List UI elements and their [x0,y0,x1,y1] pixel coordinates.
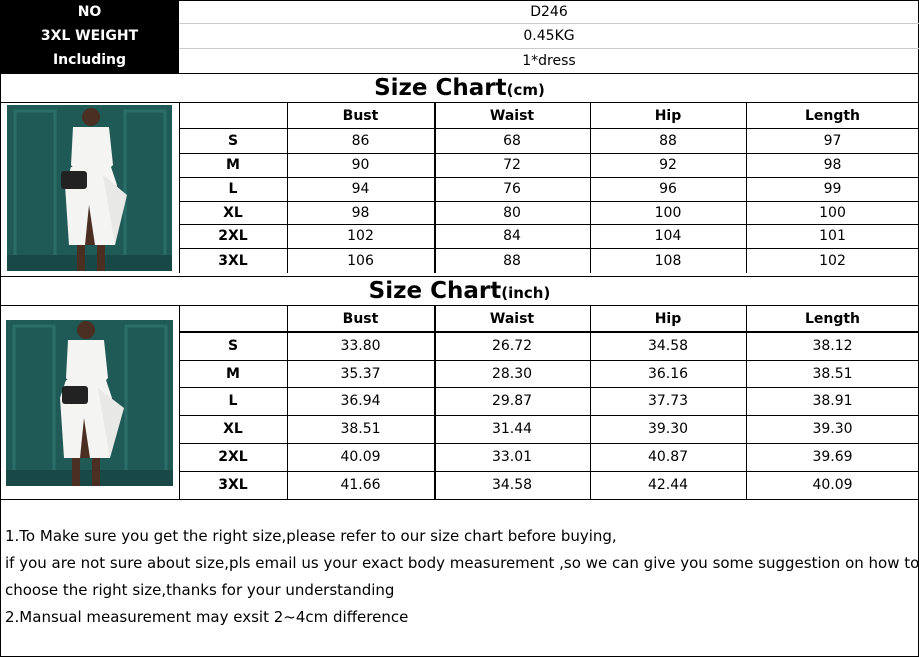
table-cell: 80 [503,204,521,221]
table-cell: 36.94 [340,393,381,409]
table-cell: 40.87 [647,449,689,465]
table-cell: 40.09 [340,449,381,465]
table-cell: 101 [819,228,846,244]
table-cell: 86 [351,132,370,149]
table-cell: 108 [654,252,682,269]
note-line-2: if you are not sure about size,pls email us your exact body measurement ,so we can give you some suggestion on how to [5,554,919,572]
table-cell: 92 [659,157,677,173]
dress-model-image [6,320,173,486]
table-cell: 29.87 [491,393,533,409]
size-label: S [227,338,239,354]
size-label: XL [223,421,243,437]
table-cell: 38.51 [340,421,381,437]
info-label-including: Including [0,48,179,73]
table-cell: 96 [659,181,677,197]
table-cell: 102 [819,252,846,269]
size-label: 2XL [218,228,248,244]
cm-chart-title [0,74,919,102]
cm-chart-title-text: Size Chart [374,75,507,101]
info-value-weight: 0.45KG [523,28,575,44]
dress-model-image [7,105,172,271]
table-cell: 37.73 [647,393,689,409]
inch-chart-unit: (inch) [501,284,551,302]
table-cell: 102 [347,228,374,244]
table-cell: 94 [351,181,370,197]
table-cell: 39.30 [812,421,853,437]
table-cell: 97 [823,132,842,149]
size-label: 3XL [218,252,248,269]
table-cell: 33.01 [491,449,533,465]
size-label: XL [223,204,243,221]
table-cell: 38.12 [812,338,853,354]
table-cell: 34.58 [491,477,533,493]
size-label: M [226,365,240,382]
table-cell: 99 [823,181,842,197]
table-cell: 88 [503,252,521,269]
column-header: Hip [654,311,682,327]
table-cell: 28.30 [491,365,533,382]
size-label: 2XL [218,449,248,465]
size-label: S [227,132,239,149]
table-cell: 76 [503,181,521,197]
column-header: Bust [342,311,379,327]
info-value-no: D246 [530,4,568,20]
size-label: M [226,157,240,173]
column-header: Bust [342,107,379,124]
table-cell: 34.58 [647,338,689,354]
info-value-including: 1*dress [522,52,576,69]
table-cell: 33.80 [340,338,381,354]
table-cell: 84 [503,228,521,244]
info-label-no: NO [0,0,179,24]
column-header: Hip [654,107,682,124]
table-cell: 90 [351,157,370,173]
table-cell: 72 [503,157,521,173]
table-cell: 36.16 [647,365,689,382]
column-header: Length [804,311,861,327]
table-cell: 98 [823,157,842,173]
inch-chart-product-photo [6,320,173,486]
size-label: 3XL [218,477,248,493]
table-cell: 31.44 [491,421,533,437]
table-cell: 41.66 [340,477,381,493]
cm-chart-product-photo [7,105,172,271]
table-cell: 104 [654,228,682,244]
inch-chart-title-text: Size Chart [368,278,502,304]
column-header: Waist [489,107,535,124]
note-line-4: 2.Mansual measurement may exsit 2~4cm difference [5,608,409,626]
table-cell: 39.30 [647,421,689,437]
inch-chart-title [0,277,919,305]
table-cell: 42.44 [647,477,689,493]
table-cell: 106 [347,252,374,269]
size-label: L [228,181,238,197]
column-header: Waist [489,311,535,327]
table-cell: 38.51 [812,365,853,382]
table-cell: 98 [351,204,370,221]
note-line-1: 1.To Make sure you get the right size,please refer to our size chart before buying, [5,527,617,545]
table-cell: 39.69 [812,449,853,465]
table-cell: 88 [659,132,677,149]
column-header: Length [804,107,861,124]
table-cell: 100 [819,204,846,221]
cm-chart-unit: (cm) [506,81,545,99]
info-label-weight: 3XL WEIGHT [0,24,179,48]
note-line-3: choose the right size,thanks for your understanding [5,581,395,599]
table-cell: 26.72 [491,338,533,354]
table-cell: 100 [654,204,682,221]
table-cell: 40.09 [812,477,853,493]
table-cell: 35.37 [340,365,381,382]
table-cell: 38.91 [812,393,853,409]
size-label: L [228,393,238,409]
table-cell: 68 [503,132,521,149]
